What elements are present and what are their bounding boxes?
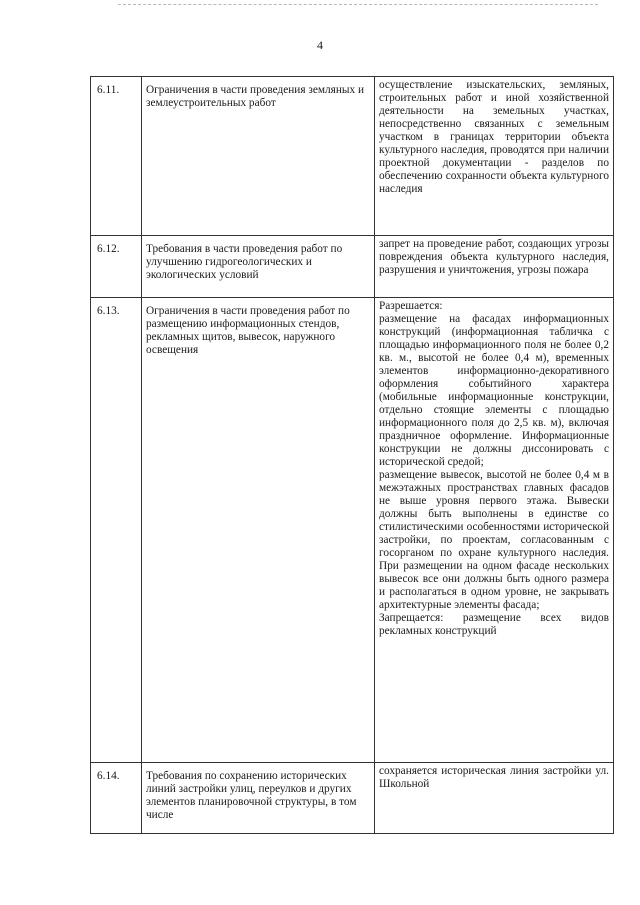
table-row [91, 77, 614, 236]
details-cell [375, 298, 614, 763]
page-number: 4 [317, 38, 323, 52]
details-paragraph: запрет на проведение работ, создающих угрозы повреждения объекта культурного наследия, разрушения и уничтожения, угрозы пожара [379, 238, 609, 276]
table-row [91, 763, 614, 834]
row-number: 6.14. [91, 763, 142, 834]
restrictions-table [90, 76, 614, 834]
table-row [91, 236, 614, 298]
details-paragraph: осуществление изыскательских, земляных, строительных работ и иной хозяйственной деятельности на земельных участках, непосредственно связанных с земельным участком в границах территории объекта культурного наследия, проводятся при наличии проектной документации - разделов по обеспечению сохранности объекта культурного наследия [379, 79, 609, 195]
details-paragraph: размещение вывесок, высотой не более 0,4 м в межэтажных пространствах главных фасадов не выше уровня первого этажа. Вывески должны быть выполнены в единстве со стилистическими особенностями исторической застройки, по проектам, согласованным с госорганом по охране культурного наследия. При размещении на одном фасаде нескольких вывесок все они должны быть одного размера и располагаться в одном уровне, не закрывать архитектурные элементы фасада; [379, 469, 609, 611]
details-paragraph: Разрешается: [379, 300, 443, 312]
details-cell [375, 763, 614, 834]
details-cell [375, 236, 614, 298]
details-paragraph: Запрещается: размещение всех видов рекламных конструкций [379, 612, 609, 637]
table-row [91, 298, 614, 763]
details-paragraph: размещение на фасадах информационных конструкций (информационная табличка с площадью информационного поля не более 0,2 кв. м., высотой не более 0,4 м), временных элементов информационно-декоративного оформления событийного характера (мобильные информационные конструкции, отдельно стоящие элементы с площадью информационного поля до 2,5 кв. м), включая праздничное оформление. Информационные конструкции не должны диссонировать с исторической средой; [379, 313, 609, 468]
details-paragraph: сохраняется историческая линия застройки ул. Школьной [379, 765, 609, 790]
row-number: 6.13. [91, 298, 142, 763]
requirement-cell: Требования по сохранению исторических линий застройки улиц, переулков и других элементов планировочной структуры, в том числе [142, 763, 375, 834]
requirement-cell: Ограничения в части проведения земляных и землеустроительных работ [142, 77, 375, 236]
requirement-cell: Ограничения в части проведения работ по размещению информационных стендов, рекламных щитов, вывесок, наружного освещения [142, 298, 375, 763]
details-cell [375, 77, 614, 236]
row-number: 6.11. [91, 77, 142, 236]
scan-top-edge [118, 4, 598, 5]
row-number: 6.12. [91, 236, 142, 298]
requirement-cell: Требования в части проведения работ по улучшению гидрогеологических и экологических условий [142, 236, 375, 298]
